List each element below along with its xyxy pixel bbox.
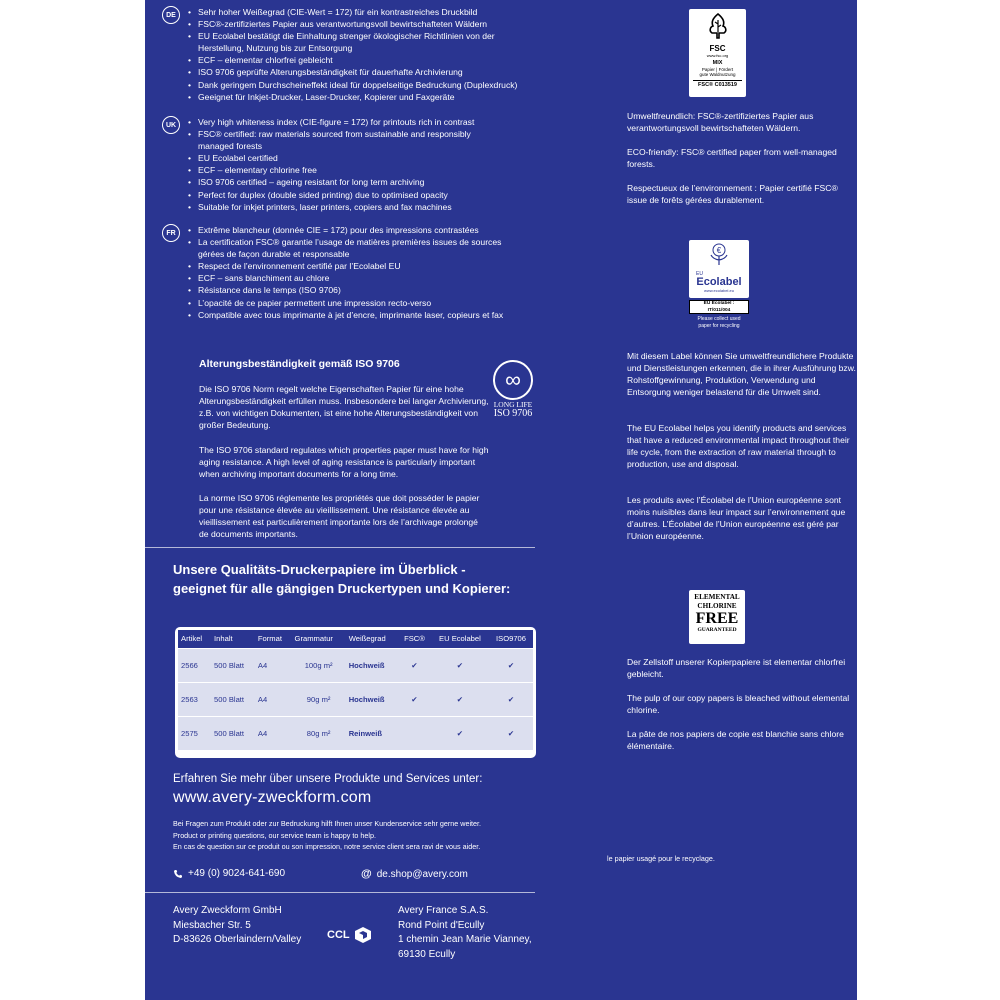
bullet-item: • ECF – sans blanchiment au chlore bbox=[186, 272, 556, 284]
brochure-panel bbox=[145, 0, 857, 1000]
cell-content: 500 Blatt bbox=[214, 660, 245, 670]
bullet-item: • L’opacité de ce papier permettent une impression recto-verso bbox=[186, 297, 556, 309]
cell-fsc-check: ✔ bbox=[411, 660, 418, 670]
ecolabel-flower-icon bbox=[704, 242, 734, 266]
col-header: FSC® bbox=[404, 634, 425, 644]
iso-para-de: Die ISO 9706 Norm regelt welche Eigenschaften Papier für eine hohe Alterungsbeständigkeit erfüllen muss. Insbesondere bei langer Archivierung, z.B. von wichtigen Dokumenten, ist eine hohe Alterungsbeständigkeit von großer Bedeutung. bbox=[199, 384, 489, 430]
infinity-icon: ∞ bbox=[493, 360, 533, 400]
divider bbox=[145, 547, 535, 548]
cell-article: 2566 bbox=[181, 660, 198, 670]
ecf-line-3: FREE bbox=[695, 610, 739, 627]
iso-para-en: The ISO 9706 standard regulates which properties paper must have for high aging resistance. A high level of aging resistance is particularly important when archiving important documents for a long time. bbox=[199, 445, 489, 479]
email-address: de.shop@avery.com bbox=[376, 868, 468, 880]
product-table-card bbox=[175, 627, 536, 758]
fsc-url: www.fsc.org bbox=[706, 53, 729, 58]
bullet-item: • Sehr hoher Weißegrad (CIE-Wert = 172) für ein kontrastreiches Druckbild bbox=[186, 6, 556, 18]
cell-fsc-check bbox=[398, 716, 431, 750]
bullet-list-uk bbox=[186, 116, 556, 213]
ecolabel-name: Ecolabel bbox=[696, 276, 742, 288]
table-row bbox=[178, 648, 533, 682]
iso-longlife-logo bbox=[491, 360, 535, 422]
cell-article: 2563 bbox=[181, 694, 198, 704]
phone-icon bbox=[173, 869, 183, 879]
col-header: ISO9706 bbox=[496, 634, 527, 644]
overview-line-2: geeignet für alle gängigen Druckertypen und Kopierer: bbox=[173, 581, 511, 596]
fsc-text-fr: Respectueux de l’environnement : Papier certifié FSC® issue de forêts gérées durablement. bbox=[627, 183, 838, 205]
bullet-item: • ISO 9706 certified – ageing resistant for long term archiving bbox=[186, 176, 556, 188]
lang-badge-de: DE bbox=[162, 6, 180, 24]
svg-text:€: € bbox=[716, 246, 722, 255]
cell-grammage: 80g m² bbox=[306, 728, 331, 738]
bullet-item: • Very high whiteness index (CIE-figure = 172) for printouts rich in contrast bbox=[186, 116, 556, 128]
bullet-item: • Extrême blancheur (donnée CIE = 172) pour des impressions contrastées bbox=[186, 224, 556, 236]
bullet-item: • ECF – elementar chlorfrei gebleicht bbox=[186, 54, 556, 66]
recycle-note: le papier usagé pour le recyclage. bbox=[607, 854, 715, 863]
col-header: Inhalt bbox=[214, 634, 233, 644]
bullet-item: • Compatible avec tous imprimante à jet d’encre, imprimante laser, copieurs et fax bbox=[186, 309, 556, 321]
right-column bbox=[607, 0, 857, 1000]
ccl-logo bbox=[327, 925, 373, 945]
fsc-mix: MIX bbox=[712, 60, 723, 66]
lang-badge-fr: FR bbox=[162, 224, 180, 242]
cell-whiteness: Reinweiß bbox=[348, 728, 383, 738]
cell-ecolabel-check: ✔ bbox=[456, 660, 464, 670]
ecolabel-logo bbox=[689, 240, 749, 298]
fsc-sub-1: Papier | Fördert bbox=[701, 67, 734, 72]
cell-iso-check: ✔ bbox=[507, 694, 515, 704]
bullet-item: • Geeignet für Inkjet-Drucker, Laser-Drucker, Kopierer und Faxgeräte bbox=[186, 91, 556, 103]
iso-logo-caption: LONG LIFE bbox=[493, 400, 533, 409]
website-link[interactable]: www.avery-zweckform.com bbox=[173, 789, 372, 806]
fsc-logo-text: FSC bbox=[709, 44, 726, 53]
iso-para-fr: La norme ISO 9706 réglemente les propriétés que doit posséder le papier pour une résistance élevée au vieillissement. Une résistance élevée au vieillissement est particulièrement importante lors de l’archivage prolongé de documents importants. bbox=[199, 493, 480, 539]
ecolabel-collect-note bbox=[689, 316, 749, 329]
cell-ecolabel-check: ✔ bbox=[456, 694, 464, 704]
ecf-text-fr: La pâte de nos papiers de copie est blanchie sans chlore élémentaire. bbox=[627, 729, 844, 751]
cell-format: A4 bbox=[257, 660, 268, 670]
help-line: Bei Fragen zum Produkt oder zur Bedruckung hilft Ihnen unser Kundenservice sehr gerne weiter. bbox=[173, 819, 482, 828]
address-line: Avery Zweckform GmbH bbox=[173, 905, 282, 916]
fsc-label bbox=[689, 9, 746, 97]
product-table bbox=[178, 630, 533, 750]
cell-content: 500 Blatt bbox=[214, 728, 245, 738]
table-row bbox=[178, 716, 533, 750]
ecolabel-collect-1: Please collect used bbox=[697, 316, 741, 322]
help-line: Product or printing questions, our service team is happy to help. bbox=[173, 830, 376, 840]
bullet-item: • Suitable for inkjet printers, laser printers, copiers and fax machines bbox=[186, 201, 556, 213]
ecolabel-text-de: Mit diesem Label können Sie umweltfreundlichere Produkte und Dienstleistungen erkennen, die in ihrer Ausführung bzw. Rohstoffgewinnung, Produktion, Verwendung und Entsorgung weniger belastend für die Umwelt sind. bbox=[627, 351, 856, 397]
ccl-logo-text: CCL bbox=[327, 929, 350, 941]
bullet-item: • EU Ecolabel certified bbox=[186, 152, 556, 164]
ecolabel-text-en: The EU Ecolabel helps you identify products and services that have a reduced environmental impact throughout their life cycle, from the extraction of raw material through to production, use and disposal. bbox=[627, 423, 850, 469]
ecf-label bbox=[689, 590, 745, 644]
address-de bbox=[173, 904, 301, 948]
address-line: 1 chemin Jean Marie Vianney, bbox=[398, 934, 532, 945]
address-line: Avery France S.A.S. bbox=[398, 905, 489, 916]
col-header: Weißegrad bbox=[348, 634, 386, 644]
cell-format: A4 bbox=[257, 728, 268, 738]
ccl-mark-icon bbox=[353, 925, 373, 945]
lang-badge-uk: UK bbox=[162, 116, 180, 134]
fsc-sub-2: gute Waldnutzung bbox=[699, 72, 736, 77]
ecf-line-1: ELEMENTAL bbox=[694, 593, 740, 601]
bullet-list-de bbox=[186, 6, 556, 103]
ecf-text-en: The pulp of our copy papers is bleached without elemental chlorine. bbox=[627, 693, 850, 715]
cell-format: A4 bbox=[257, 694, 268, 704]
help-line: En cas de question sur ce produit ou son impression, notre service client sera ravi de vous aider. bbox=[173, 842, 481, 851]
bullet-list-fr bbox=[186, 224, 556, 321]
bullet-item: • Dank geringem Durchscheineffekt ideal für doppelseitige Bedruckung (Duplexdruck) bbox=[186, 79, 556, 91]
divider bbox=[145, 892, 535, 893]
overview-line-1: Unsere Qualitäts-Druckerpapiere im Überblick - bbox=[173, 562, 466, 577]
bullet-item: • La certification FSC® garantie l’usage de matières premières issues de sources gérées de façon durable et responsable bbox=[186, 236, 516, 260]
ecolabel-collect-2: paper for recycling bbox=[698, 322, 740, 329]
overview-heading bbox=[173, 560, 510, 598]
bullet-item: • Respect de l’environnement certifié par l’Ecolabel EU bbox=[186, 260, 556, 272]
ecf-line-4: GUARANTEED bbox=[697, 627, 737, 633]
phone-number: +49 (0) 9024-641-690 bbox=[188, 868, 286, 879]
ecolabel-eu: EU bbox=[696, 271, 703, 277]
col-header: EU Ecolabel bbox=[439, 634, 481, 644]
bullet-item: • ISO 9706 geprüfte Alterungsbeständigkeit für dauerhafte Archivierung bbox=[186, 66, 556, 78]
cell-whiteness: Hochweiß bbox=[348, 694, 385, 704]
ecolabel-licence-1: EU Ecolabel : bbox=[703, 301, 735, 306]
phone-contact[interactable] bbox=[173, 868, 285, 879]
cell-article: 2575 bbox=[181, 728, 198, 738]
fsc-tree-icon bbox=[703, 12, 733, 40]
table-header-row bbox=[178, 630, 533, 648]
table-row bbox=[178, 682, 533, 716]
col-header: Format bbox=[257, 634, 282, 644]
cell-whiteness: Hochweiß bbox=[348, 660, 385, 670]
left-column bbox=[145, 0, 537, 1000]
iso-title: Alterungsbeständigkeit gemäß ISO 9706 bbox=[199, 358, 400, 370]
fsc-text-en: ECO-friendly: FSC® certified paper from well-managed forests. bbox=[627, 147, 837, 169]
cell-grammage: 90g m² bbox=[306, 694, 331, 704]
cell-fsc-check: ✔ bbox=[411, 694, 418, 704]
ecf-text-de: Der Zellstoff unserer Kopierpapiere ist elementar chlorfrei gebleicht. bbox=[627, 657, 846, 679]
bullet-item: • FSC®-zertifiziertes Papier aus verantwortungsvoll bewirtschafteten Wäldern bbox=[186, 18, 556, 30]
bullet-item: • Perfect for duplex (double sided printing) due to optimised opacity bbox=[186, 189, 556, 201]
at-icon: @ bbox=[361, 868, 372, 880]
col-header: Grammatur bbox=[294, 634, 333, 644]
address-line: 69130 Ecully bbox=[398, 948, 456, 960]
cell-iso-check: ✔ bbox=[507, 728, 515, 738]
more-info-text: Erfahren Sie mehr über unsere Produkte und Services unter: bbox=[173, 773, 483, 785]
fsc-code: FSC® C013519 bbox=[693, 80, 742, 89]
bullet-item: • Résistance dans le temps (ISO 9706) bbox=[186, 284, 556, 296]
bullet-item: • EU Ecolabel bestätigt die Einhaltung strenger ökologischer Richtlinien von der Herstellung, Nutzung bis zur Entsorgung bbox=[186, 30, 531, 54]
cell-ecolabel-check: ✔ bbox=[456, 728, 464, 738]
address-line: D-83626 Oberlaindern/Valley bbox=[173, 934, 302, 945]
service-help-text bbox=[173, 818, 481, 853]
ecolabel-text-fr: Les produits avec l’Écolabel de l’Union européenne sont moins nuisibles dans leur impact sur l’environnement que d’autres. L’Écolabel de l’Union européenne est géré par l’Union européenne. bbox=[627, 495, 846, 541]
ecolabel-licence-2: IT/011/004 bbox=[707, 307, 731, 313]
address-line: Miesbacher Str. 5 bbox=[173, 919, 251, 931]
ecolabel-web: www.ecolabel.eu bbox=[703, 288, 735, 293]
cell-content: 500 Blatt bbox=[214, 694, 245, 704]
bullet-item: • ECF – elementary chlorine free bbox=[186, 164, 556, 176]
ecolabel-label bbox=[689, 240, 749, 329]
col-header: Artikel bbox=[181, 634, 203, 644]
cell-iso-check: ✔ bbox=[507, 660, 515, 670]
address-line: Rond Point d'Ecully bbox=[398, 919, 485, 931]
fsc-text-de: Umweltfreundlich: FSC®-zertifiziertes Papier aus verantwortungsvoll bewirtschafteten Wäldern. bbox=[627, 111, 814, 133]
ecf-line-2: CHLORINE bbox=[697, 602, 737, 610]
ecolabel-licence bbox=[689, 300, 749, 314]
email-contact[interactable] bbox=[361, 868, 468, 880]
cell-grammage: 100g m² bbox=[304, 660, 333, 670]
bullet-item: • FSC® certified: raw materials sourced from sustainable and responsibly managed forests bbox=[186, 128, 491, 152]
address-fr bbox=[398, 904, 532, 962]
iso-logo-standard: ISO 9706 bbox=[493, 408, 533, 419]
